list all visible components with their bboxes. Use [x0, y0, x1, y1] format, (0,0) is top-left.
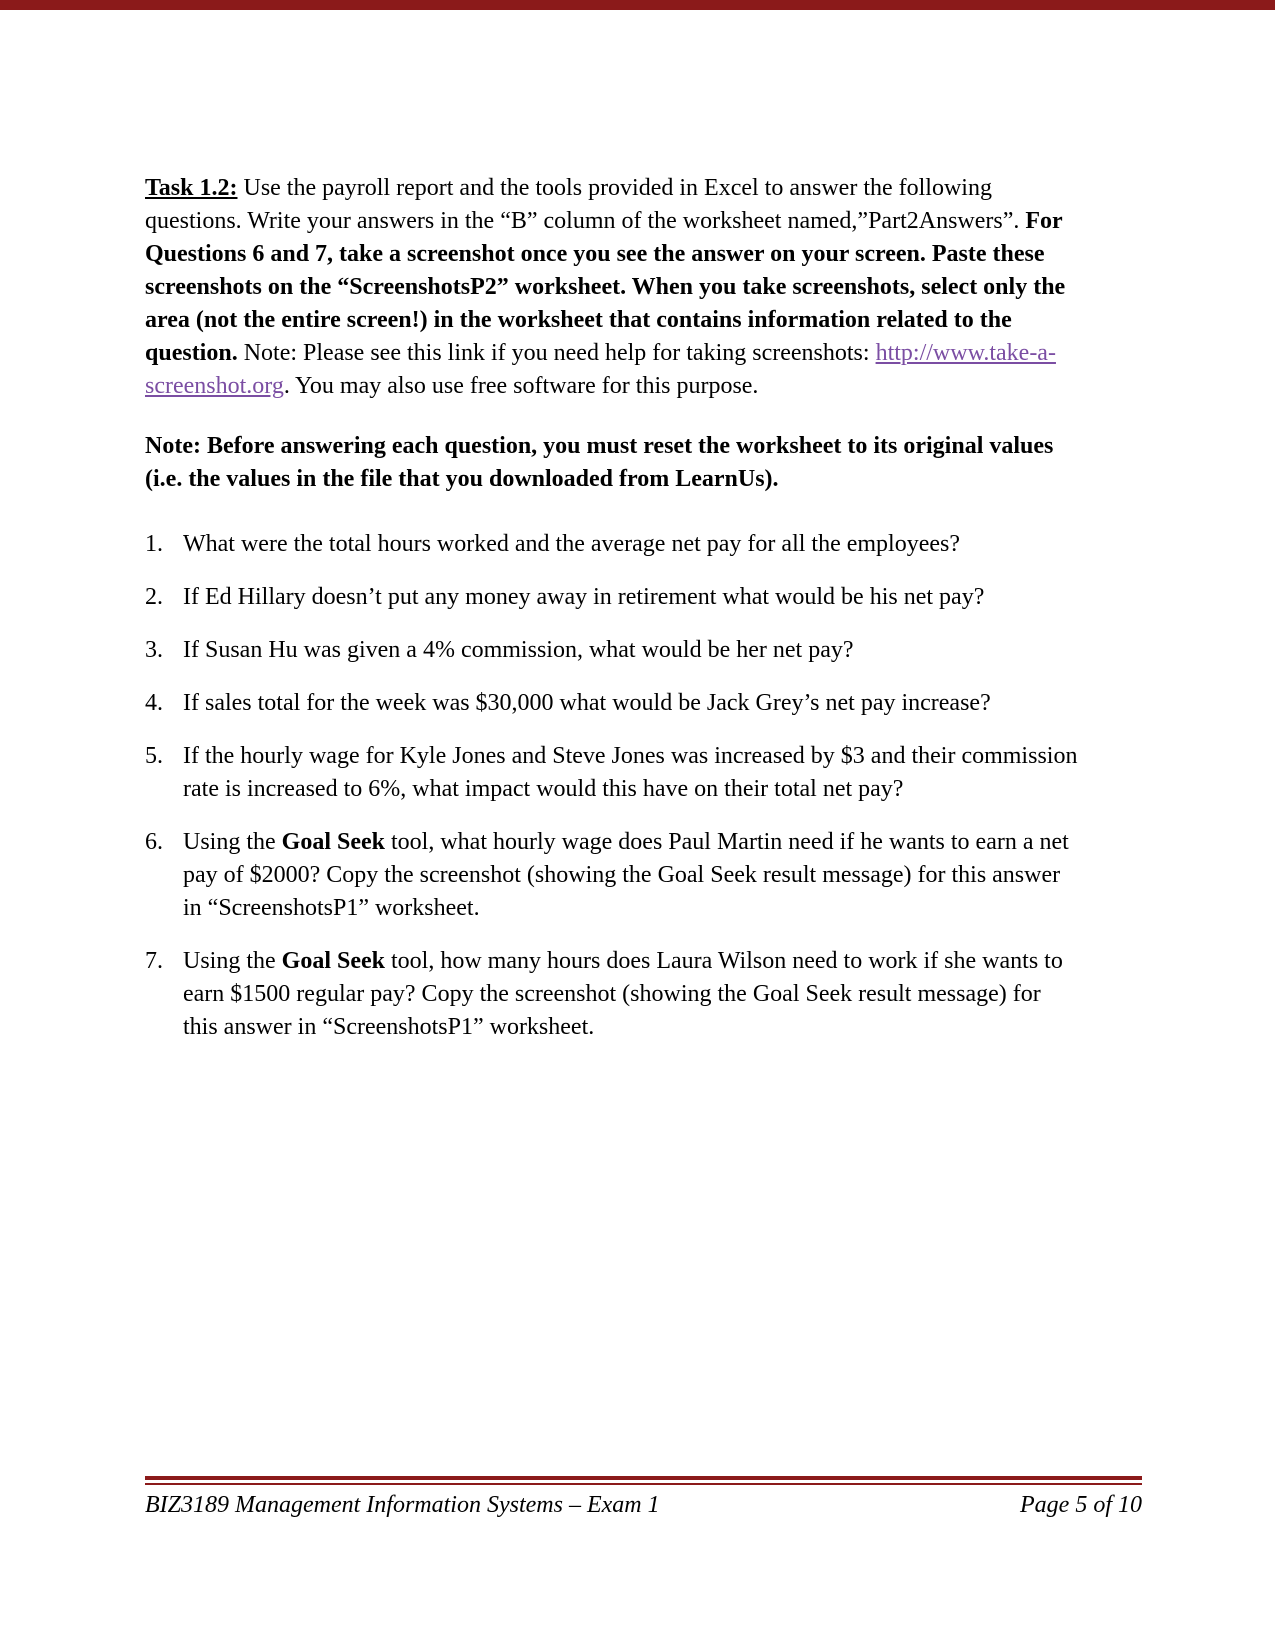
question-item-2 [145, 581, 1080, 614]
question-text [183, 740, 1080, 806]
footer-course-title: BIZ3189 Management Information Systems – Exam 1 [145, 1492, 660, 1518]
question-text-pre: Using the [183, 829, 282, 855]
question-text-bold: Goal Seek [281, 829, 386, 855]
question-number: 1. [145, 531, 163, 557]
footer-row [145, 1489, 1142, 1521]
question-text-pre: If Ed Hillary doesn’t put any money away in retirement what would be his net pay? [183, 584, 985, 610]
reset-note-paragraph: Note: Before answering each question, you must reset the worksheet to its original values (i.e. the values in the file that you downloaded from LearnUs). [145, 433, 1054, 492]
question-item-4 [145, 687, 1080, 720]
question-text-pre: If Susan Hu was given a 4% commission, what would be her net pay? [183, 637, 854, 663]
footer-divider-line [145, 1476, 1142, 1485]
question-number: 2. [145, 584, 163, 610]
question-item-6 [145, 826, 1080, 925]
question-text-post: tool, how many hours does Laura Wilson need to work if she wants to earn $1500 regular pay? Copy the screenshot (showing the Goal Seek result message) for this answer in “ScreenshotsP1” worksheet. [183, 948, 1063, 1040]
question-text [183, 634, 1080, 667]
question-number: 3. [145, 637, 163, 663]
footer-page-number: Page 5 of 10 [1020, 1492, 1142, 1518]
task-paragraph [145, 172, 1080, 403]
question-text [183, 581, 1080, 614]
question-text-post: tool, what hourly wage does Paul Martin need if he wants to earn a net pay of $2000? Copy the screenshot (showing the Goal Seek result message) for this answer in “ScreenshotsP1” worksheet. [183, 829, 1069, 921]
questions-list [145, 528, 1080, 1044]
page-content [145, 172, 1080, 1064]
question-number: 4. [145, 690, 163, 716]
question-text-pre: If the hourly wage for Kyle Jones and Steve Jones was increased by $3 and their commission rate is increased to 6%, what impact would this have on their total net pay? [183, 743, 1078, 802]
question-text [183, 945, 1080, 1044]
screenshot-help-link[interactable]: http://www.take-a-screenshot.org [145, 340, 1056, 399]
page-footer [145, 1476, 1142, 1521]
question-item-3 [145, 634, 1080, 667]
screenshot-note-prefix: Note: Please see this link if you need help for taking screenshots: [237, 340, 876, 366]
question-text-pre: If sales total for the week was $30,000 what would be Jack Grey’s net pay increase? [183, 690, 991, 716]
question-text-bold: Goal Seek [281, 948, 386, 974]
after-link-text: . You may also use free software for this purpose. [283, 373, 759, 399]
question-number: 5. [145, 743, 163, 769]
question-text [183, 687, 1080, 720]
question-item-1 [145, 528, 1080, 561]
task-heading: Task 1.2: [145, 175, 238, 201]
task-bold-instructions: For Questions 6 and 7, take a screenshot once you see the answer on your screen. Paste these screenshots on the “ScreenshotsP2” worksheet. When you take screenshots, select only the area (not the entire screen!) in the worksheet that contains information related to the question. [145, 208, 1066, 366]
question-text-pre: Using the [183, 948, 282, 974]
question-number: 7. [145, 948, 163, 974]
question-item-7 [145, 945, 1080, 1044]
question-number: 6. [145, 829, 163, 855]
question-text [183, 528, 1080, 561]
task-intro-text: Use the payroll report and the tools provided in Excel to answer the following questions. Write your answers in the “B” column of the worksheet named,”Part2Answers”. [145, 175, 1026, 234]
question-item-5 [145, 740, 1080, 806]
question-text-pre: What were the total hours worked and the average net pay for all the employees? [183, 531, 961, 557]
question-text [183, 826, 1080, 925]
page-top-border [0, 0, 1275, 10]
